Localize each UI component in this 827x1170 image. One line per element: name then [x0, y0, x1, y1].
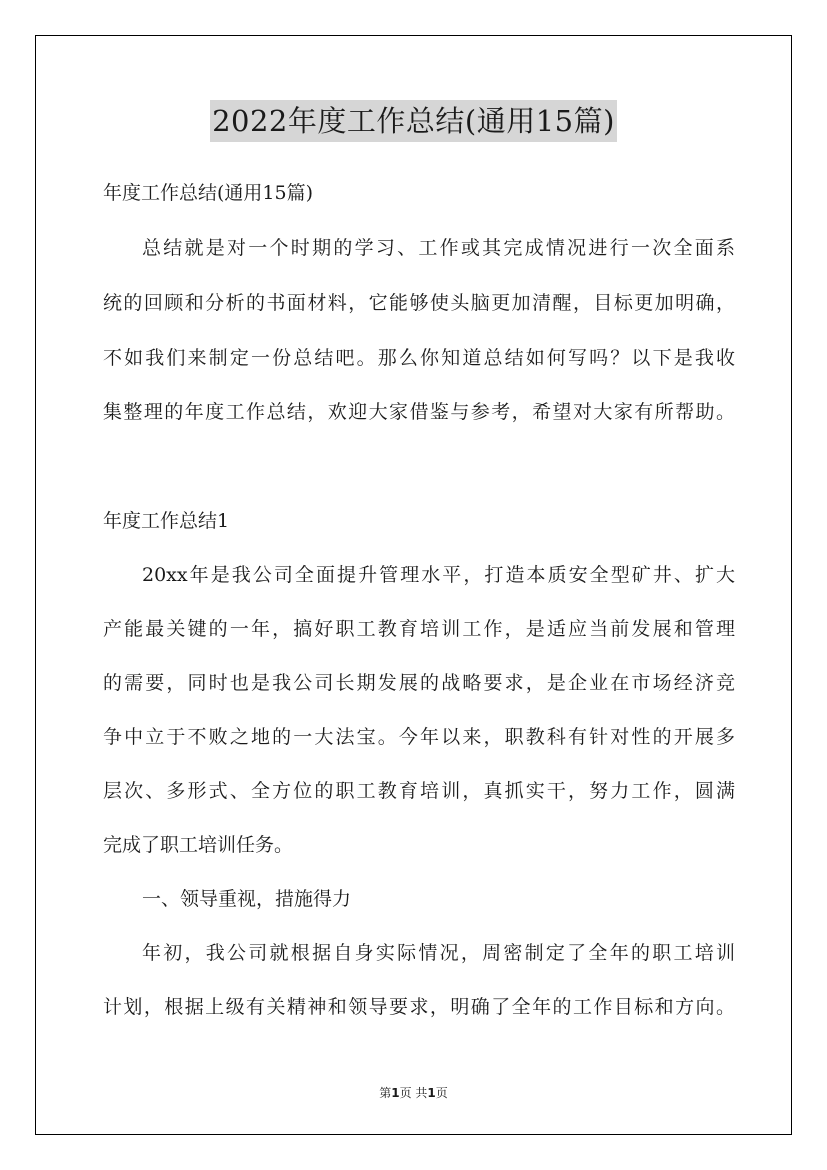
total-pages: 1 — [427, 1086, 436, 1100]
subtitle: 年度工作总结(通用15篇) — [103, 182, 314, 204]
section-heading: 年度工作总结1 — [103, 510, 230, 532]
para-line-6: 完成了职工培训任务。 — [103, 834, 294, 856]
document-title: 2022年度工作总结(通用15篇) — [210, 100, 617, 142]
intro-line-3: 不如我们来制定一份总结吧。那么你知道总结如何写吗？以下是我收 — [103, 347, 735, 369]
title-container — [0, 100, 827, 142]
page-footer — [0, 1084, 827, 1101]
para-line-5: 层次、多形式、全方位的职工教育培训，真抓实干，努力工作，圆满 — [103, 780, 735, 802]
intro-line-1: 总结就是对一个时期的学习、工作或其完成情况进行一次全面系 — [142, 237, 735, 259]
footer-mid: 页 共 — [399, 1086, 428, 1100]
para2-line-1: 年初，我公司就根据自身实际情况，周密制定了全年的职工培训 — [142, 942, 735, 964]
page-number: 1 — [391, 1086, 400, 1100]
intro-line-4: 集整理的年度工作总结，欢迎大家借鉴与参考，希望对大家有所帮助。 — [103, 401, 735, 423]
footer-prefix: 第 — [379, 1086, 392, 1100]
intro-line-2: 统的回顾和分析的书面材料，它能够使头脑更加清醒，目标更加明确， — [103, 292, 735, 314]
para-line-2: 产能最关键的一年，搞好职工教育培训工作，是适应当前发展和管理 — [103, 618, 735, 640]
para-line-1: 20xx年是我公司全面提升管理水平，打造本质安全型矿井、扩大 — [142, 564, 735, 586]
para-line-3: 的需要，同时也是我公司长期发展的战略要求，是企业在市场经济竞 — [103, 672, 735, 694]
para2-line-2: 计划，根据上级有关精神和领导要求，明确了全年的工作目标和方向。 — [103, 996, 735, 1018]
para-line-4: 争中立于不败之地的一大法宝。今年以来，职教科有针对性的开展多 — [103, 726, 735, 748]
sub-heading: 一、领导重视，措施得力 — [142, 888, 352, 910]
footer-suffix: 页 — [435, 1086, 448, 1100]
